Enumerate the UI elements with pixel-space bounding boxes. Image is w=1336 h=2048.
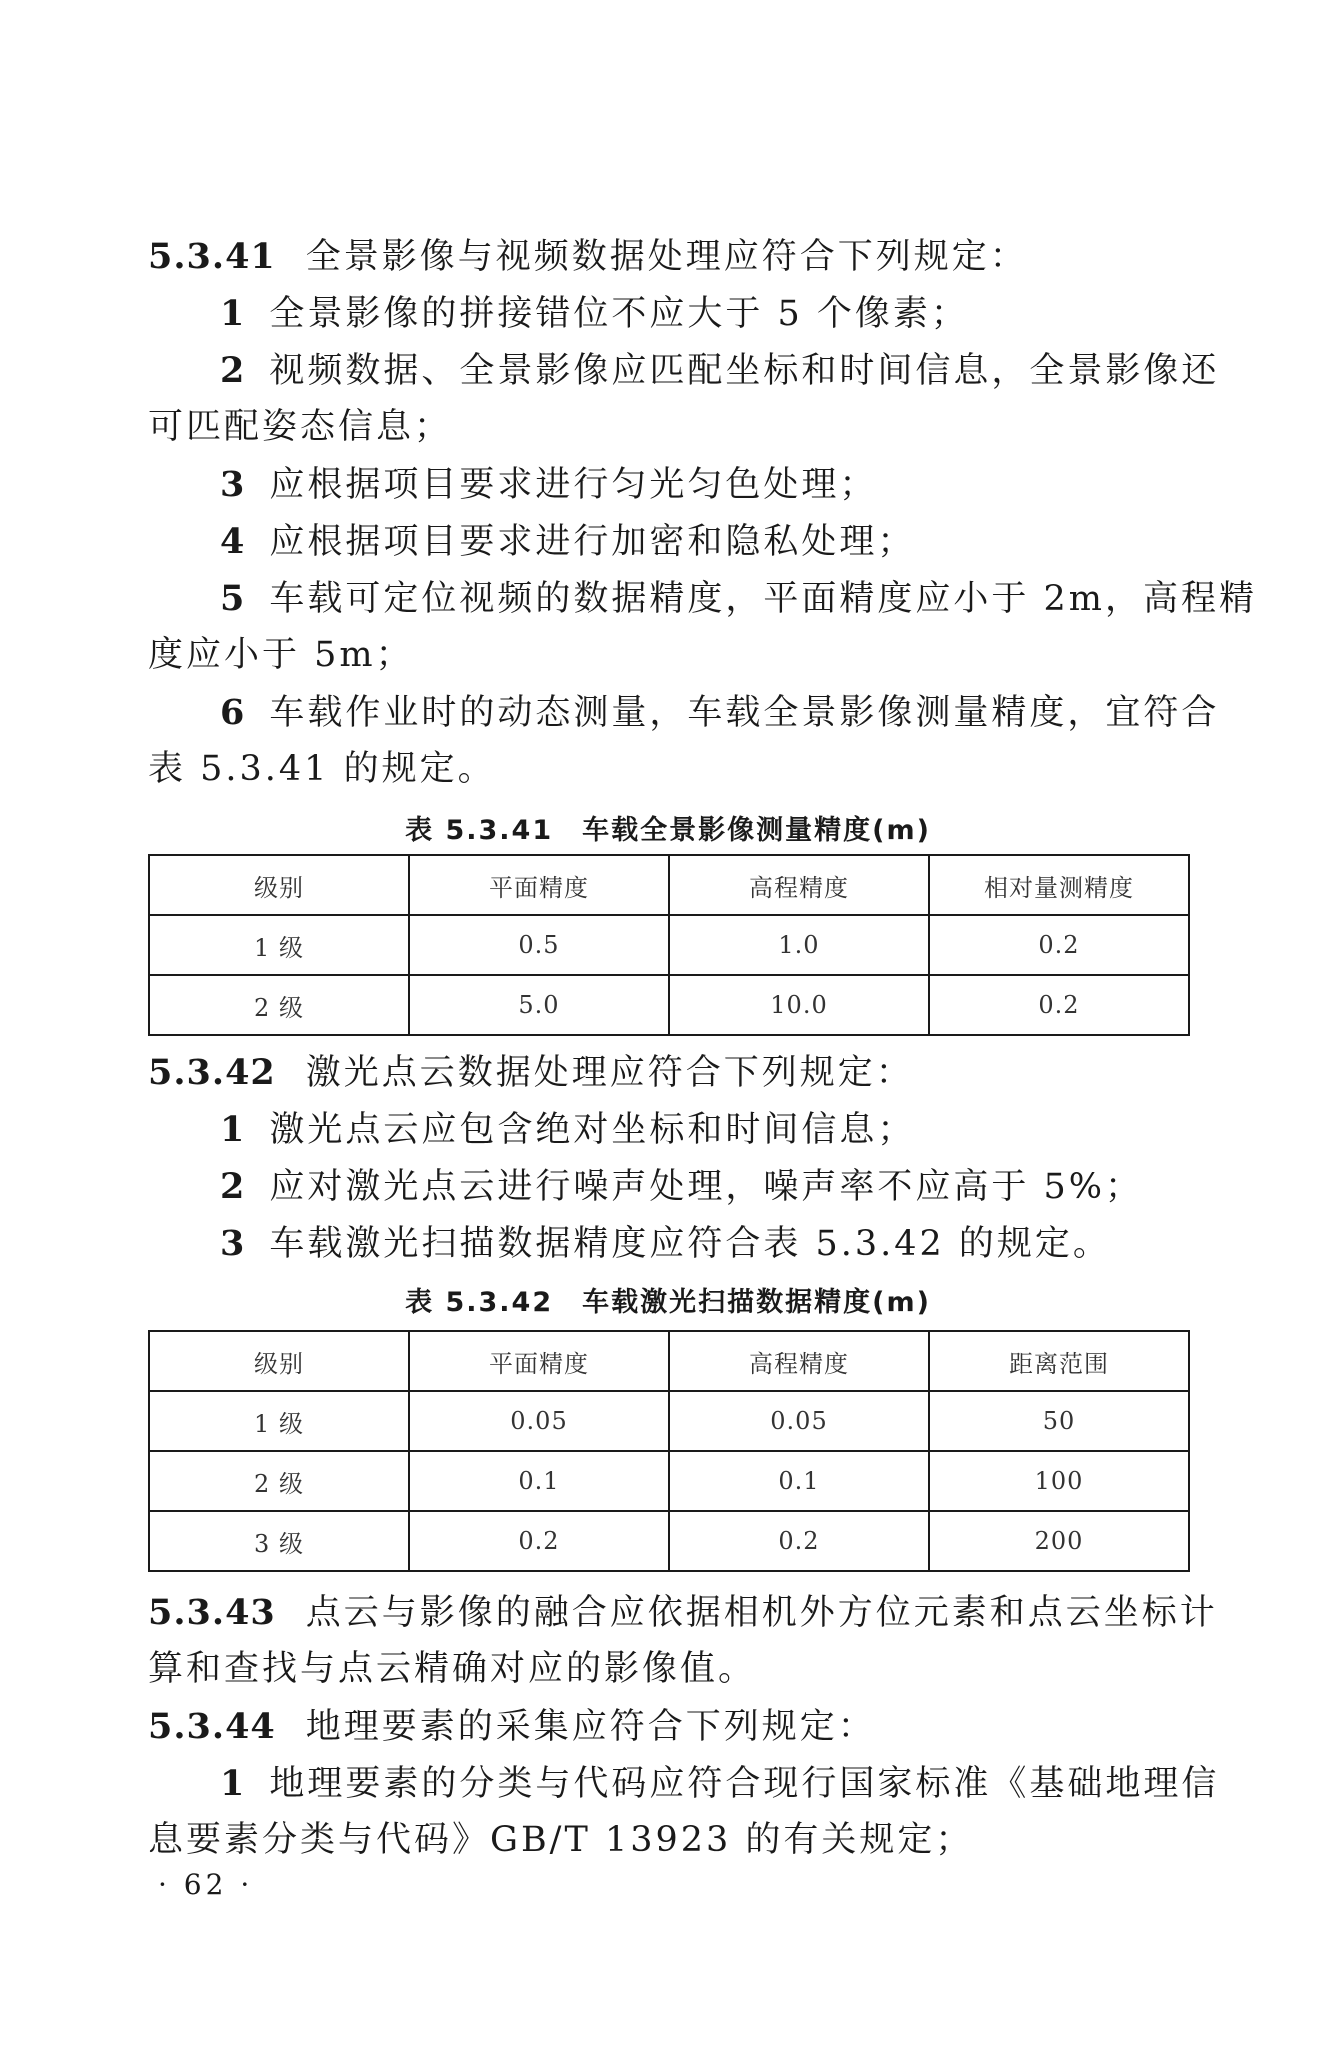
table-5-3-42 — [148, 1330, 1190, 1572]
table-caption: 表 5.3.42 车载激光扫描数据精度(m) — [405, 1287, 931, 1318]
table-cell: 0.05 — [669, 1391, 929, 1451]
clause-item: 3 应根据项目要求进行匀光匀色处理； — [220, 464, 878, 505]
clause-5-3-43 — [148, 1584, 1218, 1642]
table-row — [149, 1391, 1189, 1451]
table-header-row — [149, 855, 1189, 915]
clause-item: 4 应根据项目要求进行加密和隐私处理； — [220, 521, 916, 562]
clause-number: 5.3.42 — [148, 1052, 276, 1093]
clause-title: 激光点云数据处理应符合下列规定： — [305, 1053, 914, 1093]
clause-item-continuation: 可匹配姿态信息； — [148, 407, 453, 447]
table-cell: 1 级 — [149, 1391, 409, 1451]
page-number: · 62 · — [158, 1868, 254, 1901]
clause-item: 6 车载作业时的动态测量，车载全景影像测量精度，宜符合 — [220, 692, 1220, 733]
table-caption: 表 5.3.41 车载全景影像测量精度(m) — [405, 815, 931, 846]
table-cell: 100 — [929, 1451, 1189, 1511]
clause-item-continuation: 息要素分类与代码》GB/T 13923 的有关规定； — [148, 1820, 974, 1860]
table-cell: 5.0 — [409, 975, 669, 1035]
table-header-cell: 距离范围 — [929, 1331, 1189, 1391]
table-row — [149, 1451, 1189, 1511]
clause-item-continuation: 表 5.3.41 的规定。 — [148, 749, 496, 789]
clause-number: 5.3.41 — [148, 236, 276, 277]
clause-item: 1 全景影像的拼接错位不应大于 5 个像素； — [220, 293, 969, 334]
clause-item: 5 车载可定位视频的数据精度，平面精度应小于 2m，高程精 — [220, 578, 1257, 619]
clause-continuation: 算和查找与点云精确对应的影像值。 — [148, 1649, 757, 1689]
table-cell: 10.0 — [669, 975, 929, 1035]
clause-item: 1 激光点云应包含绝对坐标和时间信息； — [220, 1109, 916, 1150]
table-header-row — [149, 1331, 1189, 1391]
clause-item: 1 地理要素的分类与代码应符合现行国家标准《基础地理信 — [220, 1763, 1220, 1804]
table-cell: 0.5 — [409, 915, 669, 975]
clause-5-3-42-heading — [148, 1044, 1188, 1102]
table-row — [149, 915, 1189, 975]
table-cell: 0.2 — [409, 1511, 669, 1571]
table-cell: 50 — [929, 1391, 1189, 1451]
table-cell: 2 级 — [149, 1451, 409, 1511]
table-header-cell: 级别 — [149, 1331, 409, 1391]
clause-item: 3 车载激光扫描数据精度应符合表 5.3.42 的规定。 — [220, 1223, 1111, 1264]
table-header-cell: 级别 — [149, 855, 409, 915]
table-cell: 0.2 — [929, 975, 1189, 1035]
clause-item-continuation: 度应小于 5m； — [148, 635, 414, 675]
clause-item: 2 视频数据、全景影像应匹配坐标和时间信息，全景影像还 — [220, 350, 1220, 391]
table-row — [149, 1511, 1189, 1571]
table-header-cell: 平面精度 — [409, 855, 669, 915]
clause-text: 点云与影像的融合应依据相机外方位元素和点云坐标计 — [305, 1593, 1218, 1633]
table-cell: 0.2 — [929, 915, 1189, 975]
clause-number: 5.3.43 — [148, 1592, 276, 1633]
table-cell: 3 级 — [149, 1511, 409, 1571]
table-5-3-41 — [148, 854, 1190, 1036]
table-row — [149, 975, 1189, 1035]
table-cell: 1.0 — [669, 915, 929, 975]
table-cell: 1 级 — [149, 915, 409, 975]
table-header-cell: 平面精度 — [409, 1331, 669, 1391]
table-cell: 0.1 — [669, 1451, 929, 1511]
clause-title: 地理要素的采集应符合下列规定： — [305, 1707, 876, 1747]
table-header-cell: 高程精度 — [669, 855, 929, 915]
clause-item: 2 应对激光点云进行噪声处理，噪声率不应高于 5%； — [220, 1166, 1144, 1207]
clause-5-3-44-heading — [148, 1698, 1188, 1756]
table-header-cell: 相对量测精度 — [929, 855, 1189, 915]
clause-5-3-41-heading — [148, 228, 1188, 286]
clause-number: 5.3.44 — [148, 1706, 276, 1747]
table-cell: 2 级 — [149, 975, 409, 1035]
table-cell: 0.1 — [409, 1451, 669, 1511]
clause-title: 全景影像与视频数据处理应符合下列规定： — [305, 237, 1028, 277]
table-cell: 0.05 — [409, 1391, 669, 1451]
table-header-cell: 高程精度 — [669, 1331, 929, 1391]
table-cell: 0.2 — [669, 1511, 929, 1571]
table-cell: 200 — [929, 1511, 1189, 1571]
